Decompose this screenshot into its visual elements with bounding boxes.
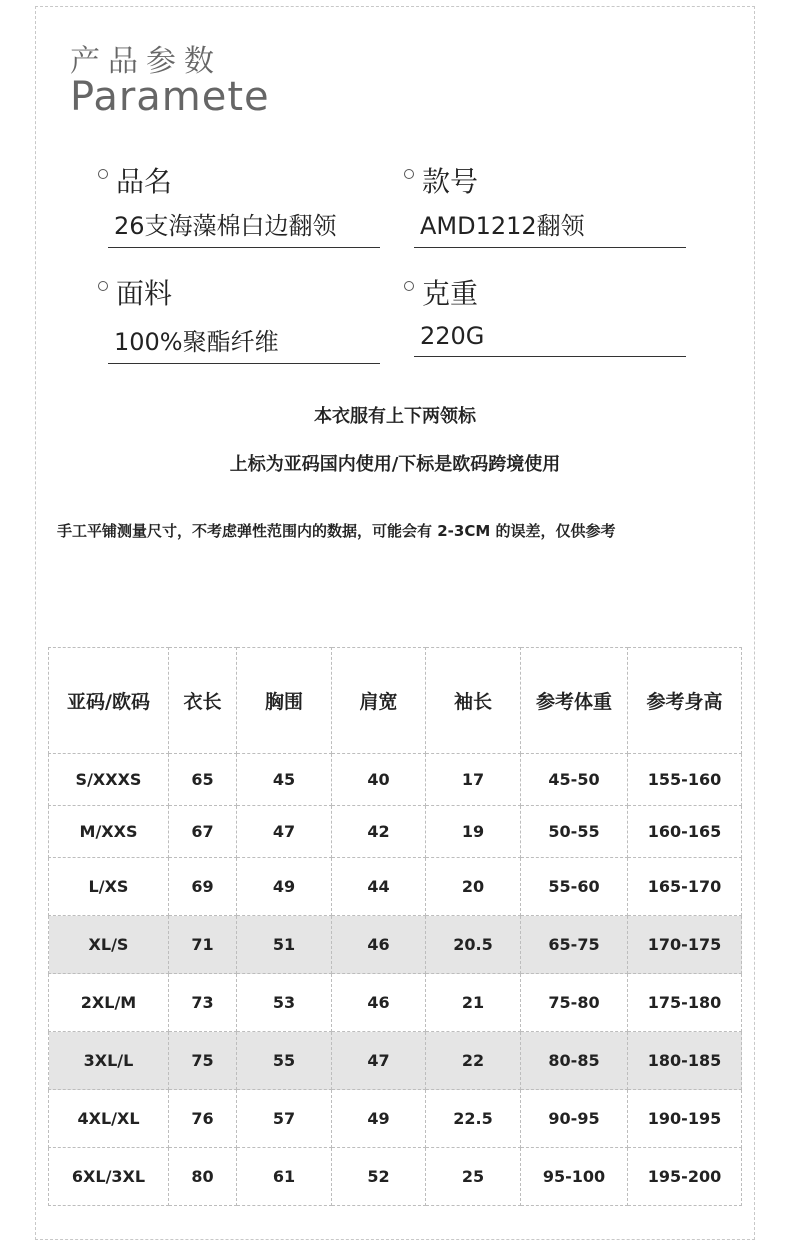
table-cell: 49	[332, 1090, 426, 1148]
table-cell: 67	[169, 806, 237, 858]
table-cell: 40	[332, 754, 426, 806]
param-label: 面料	[116, 277, 173, 310]
section-title-cn: 产品参数	[70, 44, 222, 79]
table-row	[49, 974, 742, 1032]
param-label: 克重	[422, 277, 479, 310]
table-cell: 57	[237, 1090, 332, 1148]
table-cell: 46	[332, 974, 426, 1032]
table-cell: 80-85	[521, 1032, 628, 1090]
bullet-circle-icon	[404, 281, 414, 291]
table-header-row	[49, 648, 742, 754]
note-line-1: 本衣服有上下两领标	[314, 406, 476, 427]
table-header-cell: 袖长	[426, 648, 521, 754]
param-value: AMD1212翻领	[414, 206, 686, 248]
table-row	[49, 806, 742, 858]
table-cell: 61	[237, 1148, 332, 1206]
table-cell: 22	[426, 1032, 521, 1090]
table-cell: 55-60	[521, 858, 628, 916]
param-value: 26支海藻棉白边翻领	[108, 206, 380, 248]
table-cell: 52	[332, 1148, 426, 1206]
param-fabric	[98, 272, 380, 364]
table-header-cell: 衣长	[169, 648, 237, 754]
table-cell: 170-175	[628, 916, 742, 974]
param-style-number	[404, 160, 686, 248]
table-row	[49, 1090, 742, 1148]
table-header-cell: 参考身高	[628, 648, 742, 754]
table-cell: 165-170	[628, 858, 742, 916]
table-row	[49, 858, 742, 916]
table-cell: 2XL/M	[49, 974, 169, 1032]
bullet-circle-icon	[98, 281, 108, 291]
table-cell: 19	[426, 806, 521, 858]
table-cell: 71	[169, 916, 237, 974]
table-row	[49, 1032, 742, 1090]
table-cell: 190-195	[628, 1090, 742, 1148]
bullet-circle-icon	[98, 169, 108, 179]
table-row	[49, 916, 742, 974]
table-header-cell: 参考体重	[521, 648, 628, 754]
section-title-en: Paramete	[70, 74, 270, 120]
table-cell: 65	[169, 754, 237, 806]
table-cell: 175-180	[628, 974, 742, 1032]
table-cell: XL/S	[49, 916, 169, 974]
table-cell: 155-160	[628, 754, 742, 806]
table-cell: 75-80	[521, 974, 628, 1032]
table-cell: 46	[332, 916, 426, 974]
size-chart-table	[48, 647, 742, 1206]
table-cell: 17	[426, 754, 521, 806]
table-cell: 25	[426, 1148, 521, 1206]
param-label: 品名	[116, 165, 173, 198]
table-cell: S/XXXS	[49, 754, 169, 806]
table-cell: 3XL/L	[49, 1032, 169, 1090]
table-cell: 90-95	[521, 1090, 628, 1148]
table-cell: 22.5	[426, 1090, 521, 1148]
table-cell: 49	[237, 858, 332, 916]
param-value: 220G	[414, 322, 686, 357]
param-weight	[404, 272, 686, 357]
table-cell: 42	[332, 806, 426, 858]
table-cell: 45	[237, 754, 332, 806]
table-cell: 75	[169, 1032, 237, 1090]
table-cell: 4XL/XL	[49, 1090, 169, 1148]
table-cell: 180-185	[628, 1032, 742, 1090]
table-cell: 76	[169, 1090, 237, 1148]
table-cell: 20.5	[426, 916, 521, 974]
table-cell: 195-200	[628, 1148, 742, 1206]
bullet-circle-icon	[404, 169, 414, 179]
table-cell: 21	[426, 974, 521, 1032]
table-cell: 50-55	[521, 806, 628, 858]
table-header-cell: 亚码/欧码	[49, 648, 169, 754]
table-cell: 20	[426, 858, 521, 916]
table-cell: 65-75	[521, 916, 628, 974]
table-cell: 55	[237, 1032, 332, 1090]
table-cell: 80	[169, 1148, 237, 1206]
param-product-name	[98, 160, 380, 248]
table-cell: 53	[237, 974, 332, 1032]
table-header-cell: 胸围	[237, 648, 332, 754]
table-header-cell: 肩宽	[332, 648, 426, 754]
table-cell: 47	[332, 1032, 426, 1090]
table-cell: 69	[169, 858, 237, 916]
table-cell: 44	[332, 858, 426, 916]
table-cell: 6XL/3XL	[49, 1148, 169, 1206]
table-cell: 73	[169, 974, 237, 1032]
param-label: 款号	[422, 165, 479, 198]
table-cell: 160-165	[628, 806, 742, 858]
table-cell: M/XXS	[49, 806, 169, 858]
table-cell: L/XS	[49, 858, 169, 916]
table-row	[49, 1148, 742, 1206]
table-cell: 95-100	[521, 1148, 628, 1206]
table-cell: 51	[237, 916, 332, 974]
table-row	[49, 754, 742, 806]
param-value: 100%聚酯纤维	[108, 322, 380, 364]
note-line-2: 上标为亚码国内使用/下标是欧码跨境使用	[229, 454, 561, 475]
table-cell: 47	[237, 806, 332, 858]
measurement-note: 手工平铺测量尺寸，不考虑弹性范围内的数据，可能会有 2-3CM 的误差，仅供参考	[57, 522, 616, 540]
table-cell: 45-50	[521, 754, 628, 806]
